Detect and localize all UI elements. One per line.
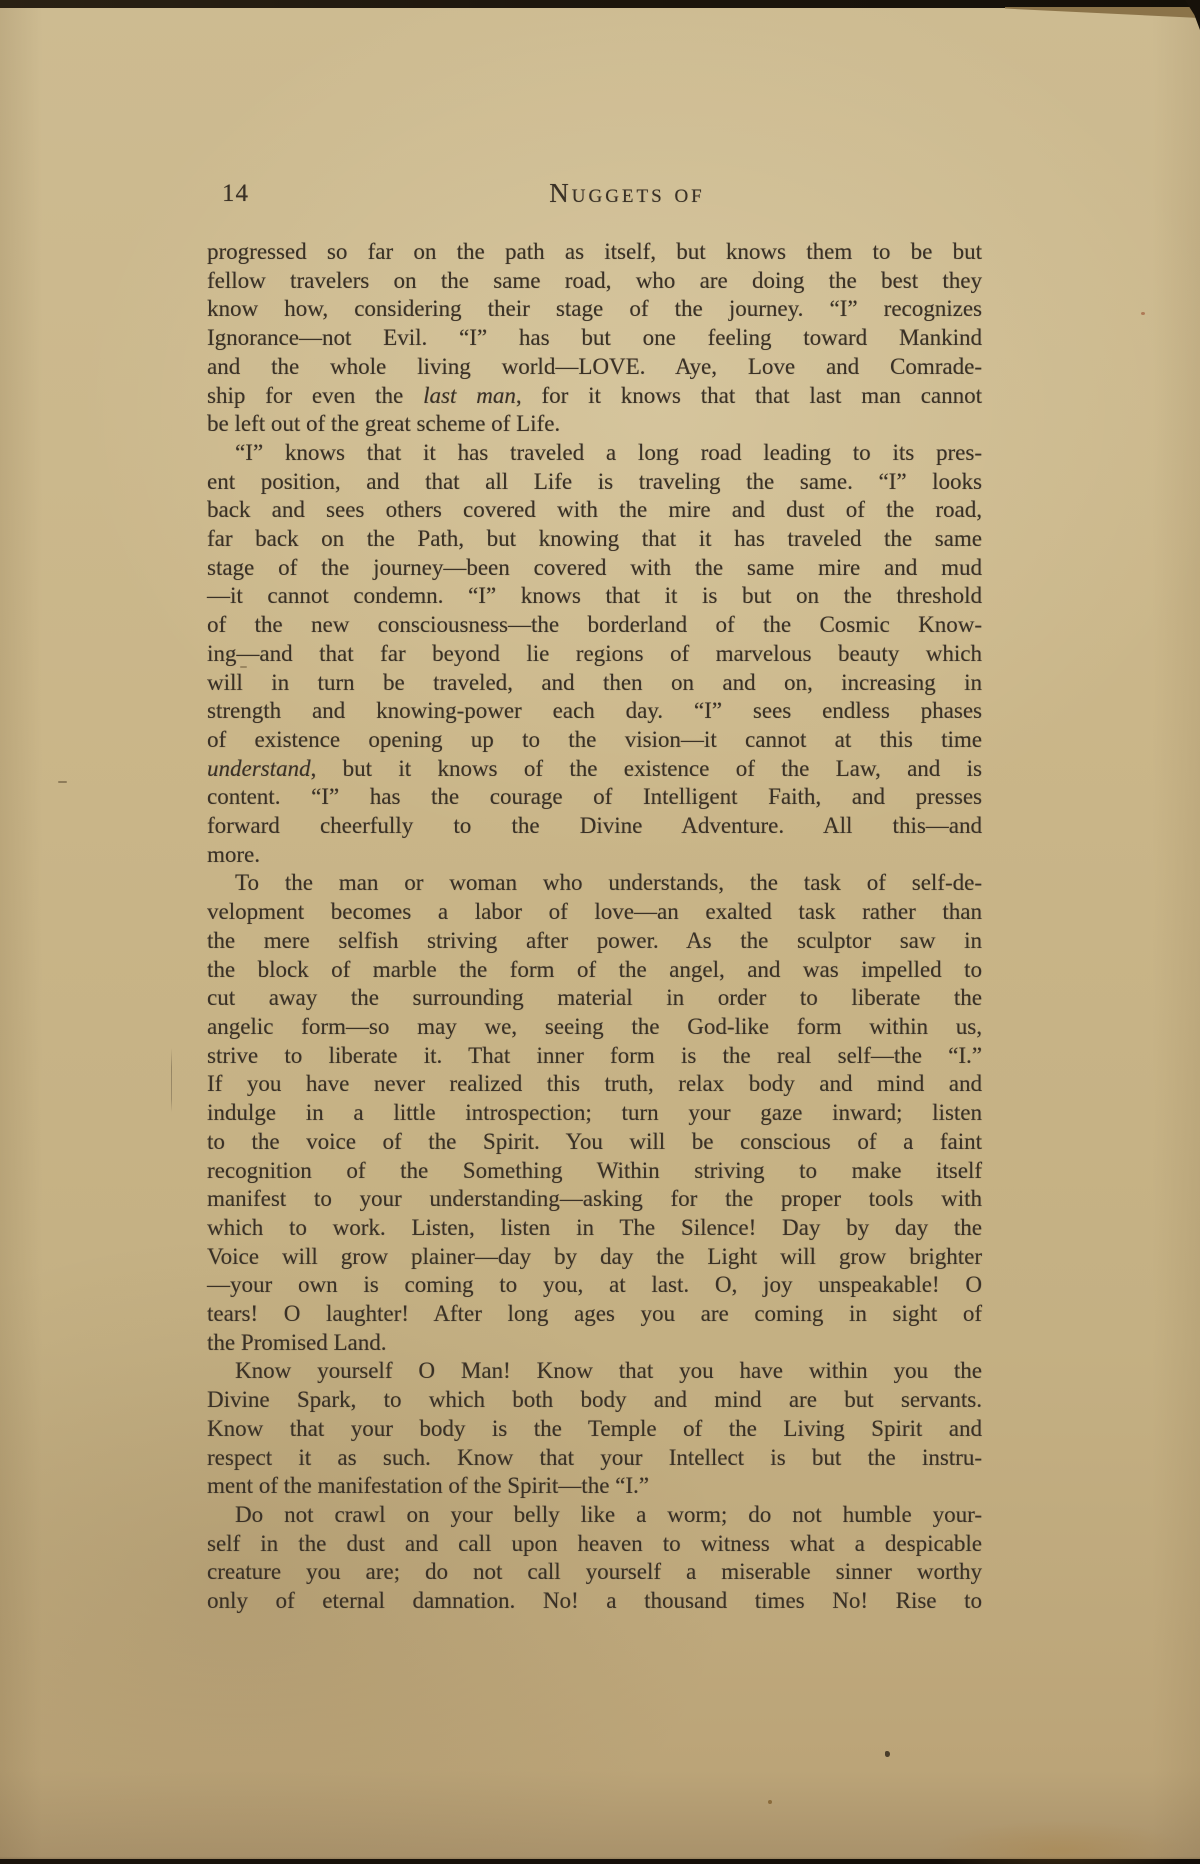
text-line: progressed so far on the path as itself, but knows them to be but xyxy=(207,239,982,264)
text-line: —your own is coming to you, at last. O, joy unspeakable! O xyxy=(207,1272,982,1298)
text-line: respect it as such. Know that your Intellect is but the instru- xyxy=(207,1444,982,1470)
text-line: Voice will grow plainer—day by day the Light will grow brighter xyxy=(207,1243,982,1269)
page-number: 14 xyxy=(222,180,249,207)
text-line: cut away the surrounding material in order to liberate the xyxy=(207,985,982,1011)
text-line: —it cannot condemn. “I” knows that it is but on the threshold xyxy=(207,583,982,609)
text-line: content. “I” has the courage of Intelligent Faith, and presses xyxy=(207,784,982,810)
text-line: and the whole living world—LOVE. Aye, Love and Comrade- xyxy=(207,353,982,379)
paper-speck xyxy=(1141,312,1145,315)
text-line: the block of marble the form of the angel, and was impelled to xyxy=(207,956,982,982)
text-line: know how, considering their stage of the journey. “I” recognizes xyxy=(207,296,982,322)
text-line: to the voice of the Spirit. You will be conscious of a faint xyxy=(207,1128,982,1154)
text-line: indulge in a little introspection; turn your gaze inward; listen xyxy=(207,1100,982,1126)
text-line: far back on the Path, but knowing that it has traveled the same xyxy=(207,526,982,552)
text-line: the Promised Land. xyxy=(207,1329,387,1355)
text-line: of the new consciousness—the borderland of the Cosmic Know- xyxy=(207,612,982,638)
text-line: the mere selfish striving after power. As the sculptor saw in xyxy=(207,927,982,953)
text-line: ing—and that far beyond lie regions of marvelous beauty which xyxy=(207,640,982,666)
text-line: angelic form—so may we, seeing the God-like form within us, xyxy=(207,1013,982,1039)
text-line: Know yourself O Man! Know that you have within you the xyxy=(235,1358,982,1384)
text-line: Ignorance—not Evil. “I” has but one feeling toward Mankind xyxy=(207,325,982,351)
text-line: recognition of the Something Within striving to make itself xyxy=(207,1157,982,1183)
text-line: fellow travelers on the same road, who are doing the best they xyxy=(207,267,982,293)
running-title: Nuggets of xyxy=(549,178,705,208)
scan-top-edge xyxy=(0,0,1200,8)
pencil-mark xyxy=(171,1048,172,1112)
text-line: be left out of the great scheme of Life. xyxy=(207,411,561,437)
text-line: self in the dust and call upon heaven to witness what a despicable xyxy=(207,1530,982,1556)
text-line: will in turn be traveled, and then on and on, increasing in xyxy=(207,669,982,695)
text-line: ent position, and that all Life is traveling the same. “I” looks xyxy=(207,468,982,494)
text-line: tears! O laughter! After long ages you are coming in sight of xyxy=(207,1301,982,1327)
paper-speck xyxy=(58,781,67,783)
text-block xyxy=(207,238,982,1616)
text-line: strength and knowing-power each day. “I” sees endless phases xyxy=(207,698,982,724)
text-line: understand, but it knows of the existence of the Law, and is xyxy=(207,755,982,781)
text-line: strive to liberate it. That inner form is the real self—the “I.” xyxy=(207,1042,982,1068)
text-line: which to work. Listen, listen in The Silence! Day by day the xyxy=(207,1214,982,1240)
paper-speck xyxy=(768,1800,772,1804)
text-line: velopment becomes a labor of love—an exalted task rather than xyxy=(207,899,982,925)
page-stack-wedge xyxy=(1005,7,1200,18)
text-line: To the man or woman who understands, the task of self-de- xyxy=(235,870,982,896)
text-line: forward cheerfully to the Divine Adventure. All this—and xyxy=(207,813,982,839)
text-line: creature you are; do not call yourself a miserable sinner worthy xyxy=(207,1559,982,1585)
scan-bottom-edge xyxy=(0,1859,1200,1864)
text-line: “I” knows that it has traveled a long road leading to its pres- xyxy=(235,439,982,465)
text-line: If you have never realized this truth, relax body and mind and xyxy=(207,1071,982,1097)
text-line: ment of the manifestation of the Spirit—the “I.” xyxy=(207,1473,649,1499)
text-line: of existence opening up to the vision—it cannot at this time xyxy=(207,726,982,752)
text-line: manifest to your understanding—asking for the proper tools with xyxy=(207,1186,982,1212)
text-line: Know that your body is the Temple of the Living Spirit and xyxy=(207,1415,982,1441)
text-line: back and sees others covered with the mire and dust of the road, xyxy=(207,497,982,523)
text-line: more. xyxy=(207,841,261,867)
paper-speck xyxy=(885,1751,890,1757)
text-line: Divine Spark, to which both body and mind are but servants. xyxy=(207,1387,982,1413)
paper-stain xyxy=(930,1820,1190,1864)
text-line: Do not crawl on your belly like a worm; do not humble your- xyxy=(235,1501,982,1527)
text-line: only of eternal damnation. No! a thousand times No! Rise to xyxy=(207,1588,982,1614)
text-line: stage of the journey—been covered with the same mire and mud xyxy=(207,554,982,580)
text-line: ship for even the last man, for it knows that that last man cannot xyxy=(207,382,983,408)
